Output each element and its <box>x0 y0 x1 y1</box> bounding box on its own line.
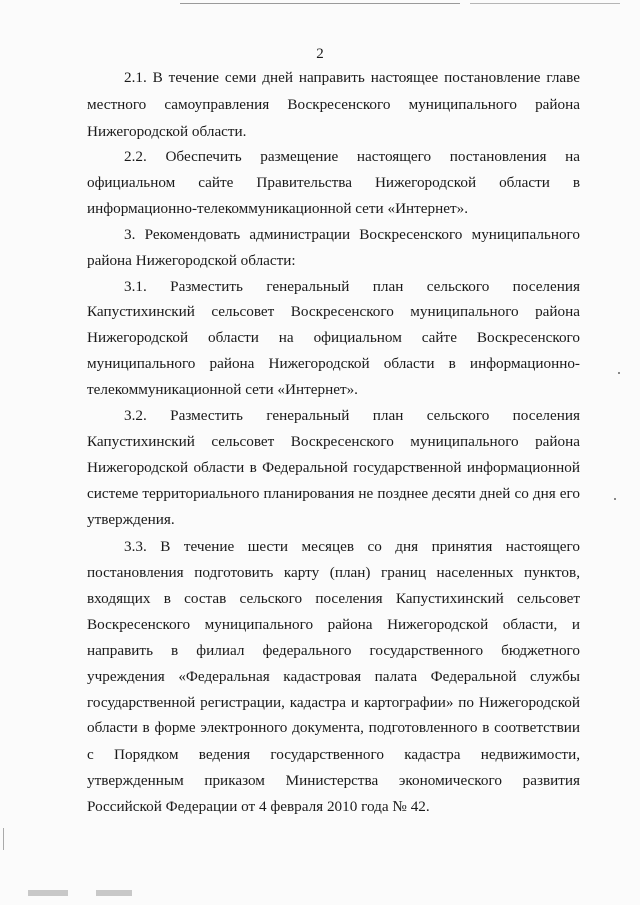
text-line: 2.2. Обеспечить размещение настоящего постановления на <box>124 148 580 165</box>
text-line: утвержденным приказом Министерства экономического развития <box>87 772 580 789</box>
text-line: района Нижегородской области: <box>87 252 296 269</box>
text-line: государственной регистрации, кадастра и картографии» по Нижегородской <box>87 694 580 711</box>
text-line: утверждения. <box>87 511 175 528</box>
text-line: Воскресенского муниципального района Нижегородской области, и <box>87 616 580 633</box>
text-line: учреждения «Федеральная кадастровая палата Федеральной службы <box>87 668 580 685</box>
margin-mark <box>3 828 4 850</box>
text-line: Российской Федерации от 4 февраля 2010 года № 42. <box>87 798 430 815</box>
scan-speck <box>28 890 68 896</box>
text-line: муниципального района Нижегородской области в информационно- <box>87 355 580 372</box>
text-line: 3.1. Разместить генеральный план сельского поселения <box>124 278 580 295</box>
text-line: 3.2. Разместить генеральный план сельского поселения <box>124 407 580 424</box>
text-line: 2.1. В течение семи дней направить настоящее постановление главе <box>124 69 580 86</box>
text-line: 3.3. В течение шести месяцев со дня принятия настоящего <box>124 538 580 555</box>
scan-dot <box>618 372 620 374</box>
text-line: Нижегородской области на официальном сайте Воскресенского <box>87 329 580 346</box>
scan-dot <box>614 498 616 500</box>
text-line: Нижегородской области. <box>87 123 247 140</box>
text-line: системе территориального планирования не позднее десяти дней со дня его <box>87 485 580 502</box>
text-line: информационно-телекоммуникационной сети «Интернет». <box>87 200 469 217</box>
text-line: с Порядком ведения государственного кадастра недвижимости, <box>87 746 580 763</box>
text-line: Капустихинский сельсовет Воскресенского муниципального района <box>87 433 580 450</box>
text-line: официальном сайте Правительства Нижегородской области в <box>87 174 580 191</box>
text-line: местного самоуправления Воскресенского муниципального района <box>87 96 580 113</box>
text-line: входящих в состав сельского поселения Капустихинский сельсовет <box>87 590 580 607</box>
text-line: направить в филиал федерального государственного бюджетного <box>87 642 580 659</box>
text-line: 3. Рекомендовать администрации Воскресенского муниципального <box>124 226 580 243</box>
page-number: 2 <box>316 46 324 62</box>
scan-edge-line <box>470 3 620 4</box>
text-line: Капустихинский сельсовет Воскресенского муниципального района <box>87 303 580 320</box>
text-line: постановления подготовить карту (план) границ населенных пунктов, <box>87 564 580 581</box>
text-line: Нижегородской области в Федеральной государственной информационной <box>87 459 580 476</box>
scan-edge-line <box>180 3 460 4</box>
text-line: области в форме электронного документа, подготовленного в соответствии <box>87 719 580 736</box>
scan-speck <box>96 890 132 896</box>
text-line: телекоммуникационной сети «Интернет». <box>87 381 358 398</box>
